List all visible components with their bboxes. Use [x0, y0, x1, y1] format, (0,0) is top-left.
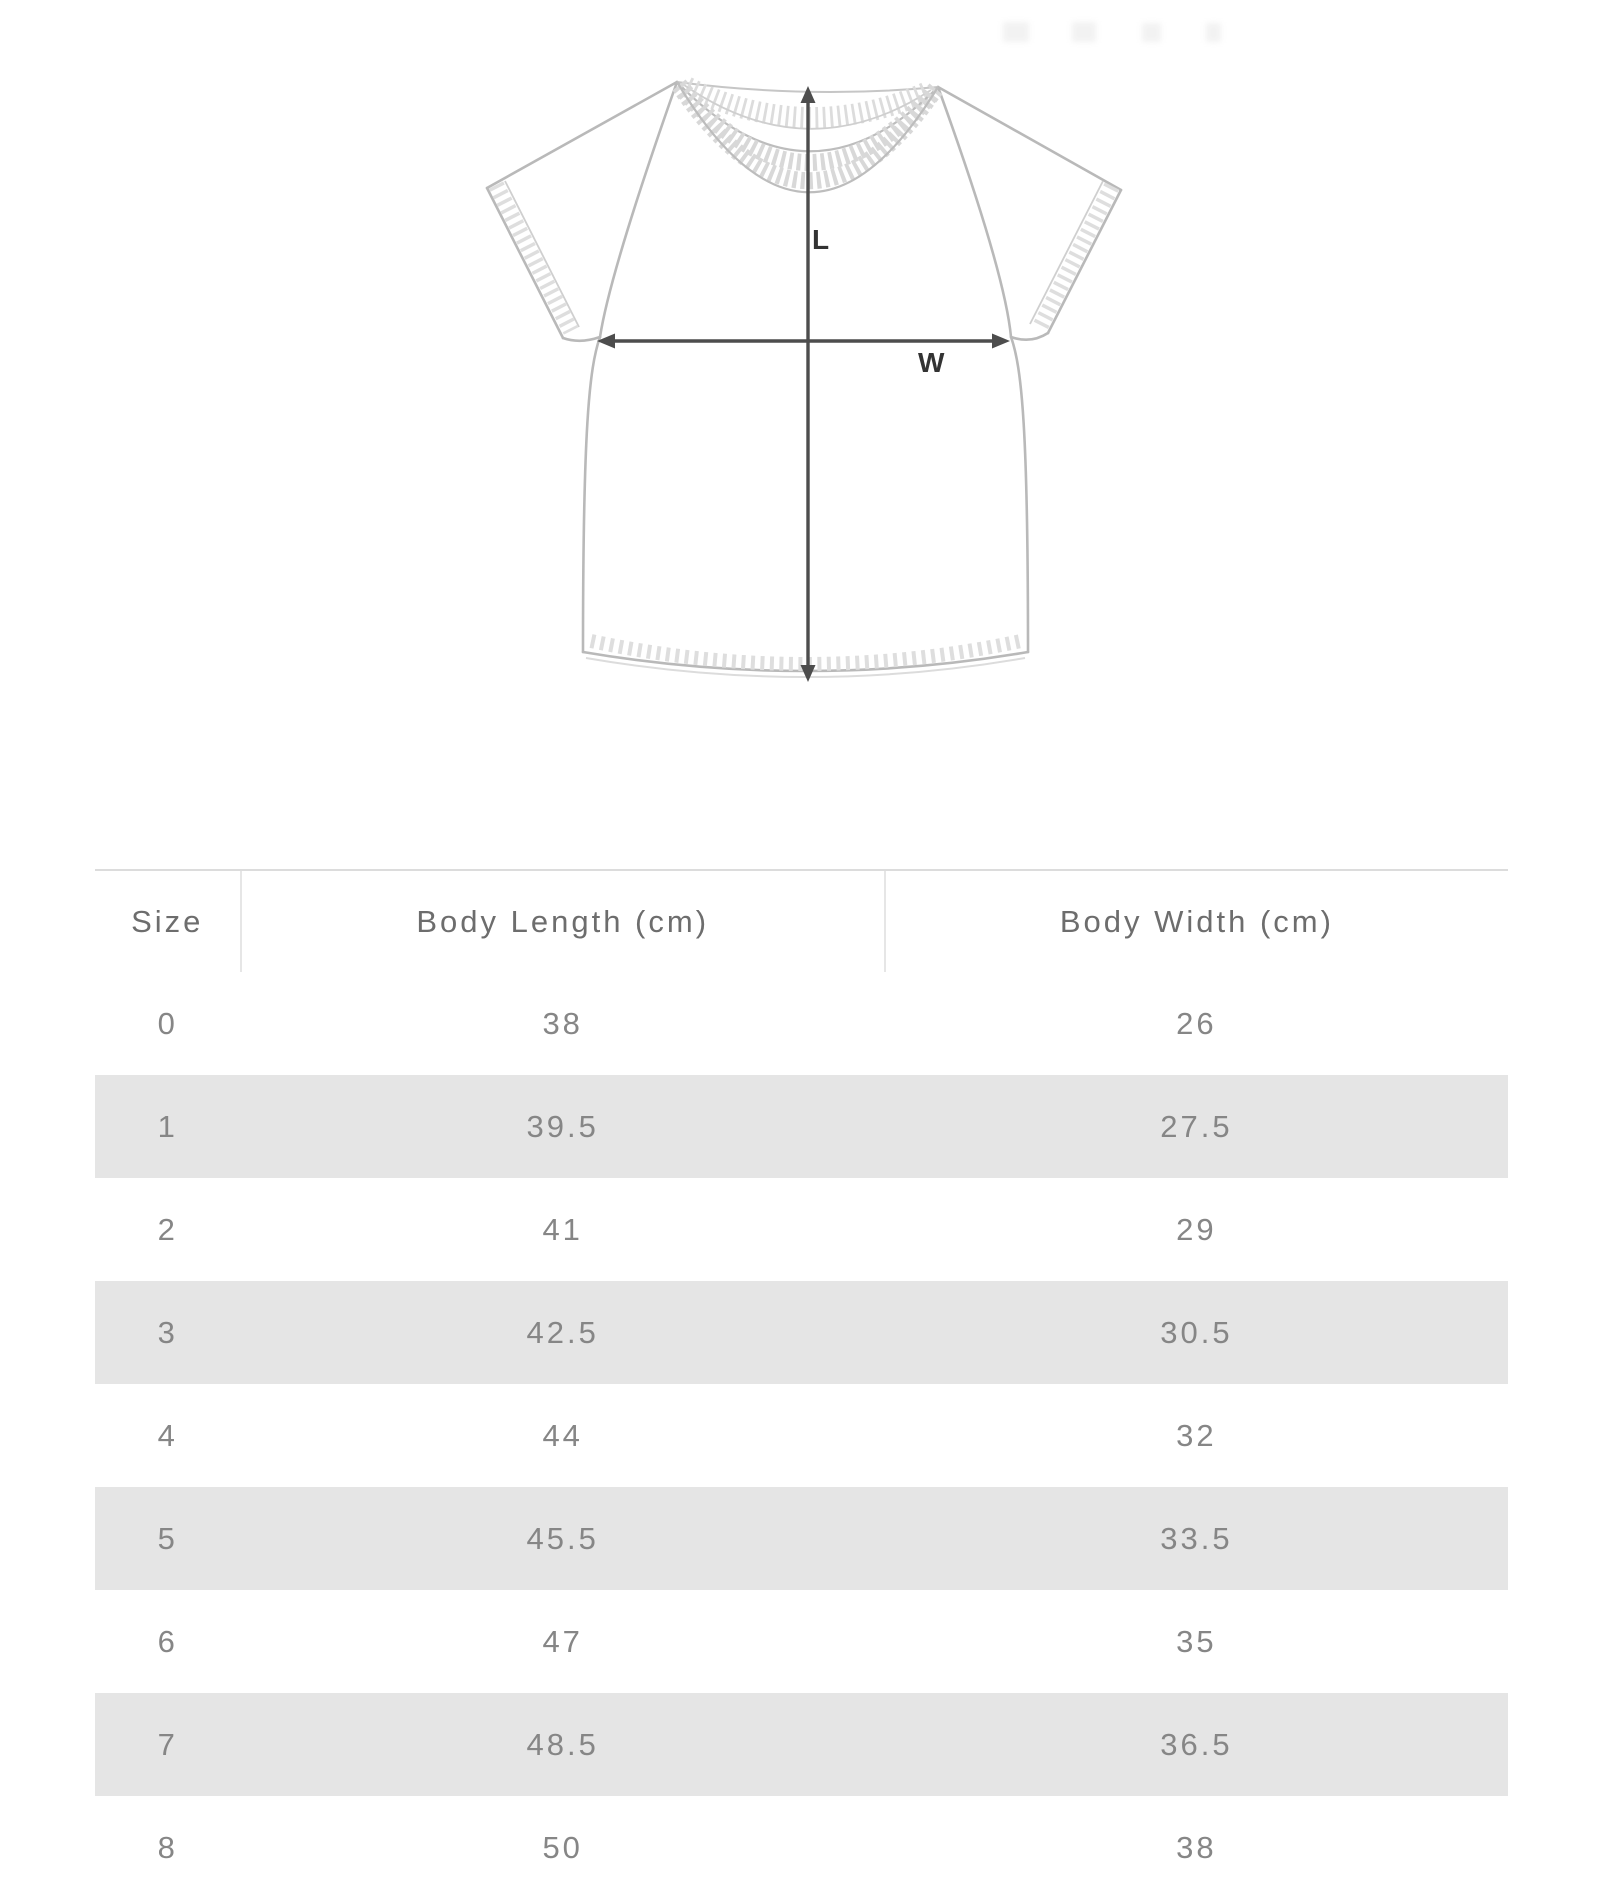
- tshirt-outline: [487, 82, 1121, 677]
- size-chart-table: [95, 871, 1508, 1899]
- sleeve-stitching: [496, 181, 1112, 331]
- body-width-cell: 33.5: [1160, 1520, 1233, 1556]
- tshirt-size-diagram: [0, 0, 1600, 770]
- size-cell: 5: [157, 1520, 178, 1556]
- body-length-cell: 47: [542, 1623, 583, 1659]
- body-width-cell: 38: [1176, 1829, 1217, 1865]
- size-cell: 8: [157, 1829, 178, 1865]
- table-row: [95, 1281, 1508, 1384]
- table-row: [95, 1075, 1508, 1178]
- body-width-cell: 30.5: [1160, 1314, 1233, 1350]
- table-row: [95, 1487, 1508, 1590]
- table-row: [95, 1590, 1508, 1693]
- body-length-cell: 42.5: [526, 1314, 599, 1350]
- table-row: [95, 1693, 1508, 1796]
- table-row: [95, 1178, 1508, 1281]
- size-cell: 2: [157, 1211, 178, 1247]
- header-row: [95, 871, 1508, 972]
- table-row: [95, 972, 1508, 1075]
- body-length-cell: 41: [542, 1211, 583, 1247]
- width-label: W: [918, 347, 945, 378]
- size-cell: 6: [157, 1623, 178, 1659]
- body-width-cell: 27.5: [1160, 1108, 1233, 1144]
- body-length-cell: 44: [542, 1417, 583, 1453]
- body-width-cell: 26: [1176, 1005, 1217, 1041]
- body-length-cell: 39.5: [526, 1108, 599, 1144]
- body-width-cell: 35: [1176, 1623, 1217, 1659]
- table-row: [95, 1384, 1508, 1487]
- size-chart-section: [95, 869, 1508, 1899]
- body-length-cell: 45.5: [526, 1520, 599, 1556]
- column-header-body-width: Body Width (cm): [1059, 903, 1334, 939]
- size-cell: 1: [157, 1108, 178, 1144]
- table-row: [95, 1796, 1508, 1899]
- column-header-size: Size: [95, 871, 241, 972]
- hem-stitching: [591, 641, 1021, 664]
- body-length-cell: 38: [542, 1005, 583, 1041]
- column-header-body-length: Body Length (cm): [241, 871, 885, 972]
- body-length-cell: 48.5: [526, 1726, 599, 1762]
- size-cell: 4: [157, 1417, 178, 1453]
- body-length-cell: 50: [542, 1829, 583, 1865]
- size-cell: 3: [157, 1314, 178, 1350]
- body-width-cell: 29: [1176, 1211, 1217, 1247]
- body-width-cell: 36.5: [1160, 1726, 1233, 1762]
- width-arrow: [597, 334, 1010, 349]
- size-cell: 0: [157, 1005, 178, 1041]
- length-label: L: [812, 224, 830, 255]
- body-width-cell: 32: [1176, 1417, 1217, 1453]
- size-cell: 7: [157, 1726, 178, 1762]
